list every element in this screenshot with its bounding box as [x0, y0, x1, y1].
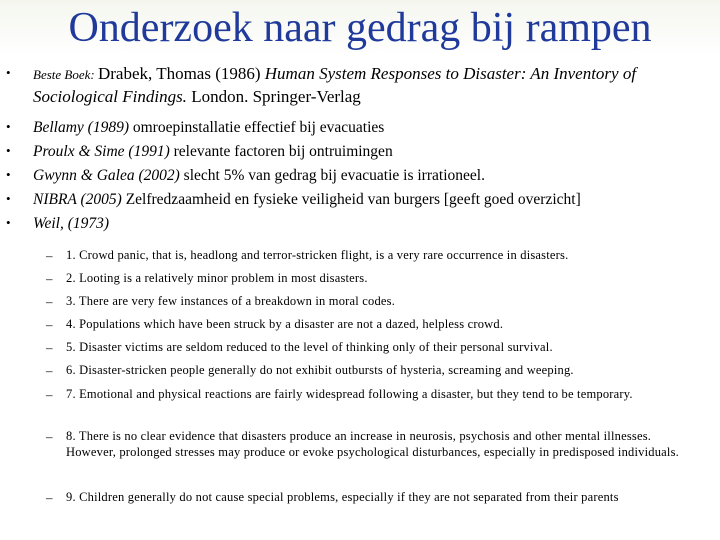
ref-cite: Gwynn & Galea (2002): [33, 167, 180, 184]
finding-text: 3. There are very few instances of a breakdown in moral codes.: [66, 294, 396, 308]
ref-text: slecht 5% van gedrag bij evacuatie is irrationeel.: [179, 167, 485, 184]
book-author: Drabek, Thomas (1986): [97, 64, 265, 83]
bullet-marker: •: [6, 191, 11, 206]
finding-text: 8. There is no clear evidence that disasters produce an increase in neurosis, psychosis and other mental illnesses. However, prolonged stresses may produce or evoke psychological disturbances, especially in predisposed individuals.: [66, 429, 679, 459]
ref-text: relevante factoren bij ontruimingen: [169, 143, 393, 160]
dash-marker: –: [46, 490, 53, 505]
finding-text: 1. Crowd panic, that is, headlong and terror-stricken flight, is a very rare occurrence in disasters.: [66, 248, 569, 262]
dash-marker: –: [46, 248, 53, 263]
ref-line: [33, 165, 713, 187]
ref-line: [33, 213, 713, 235]
finding-text: 7. Emotional and physical reactions are fairly widespread following a disaster, but they tend to be temporary.: [66, 387, 633, 401]
book-publisher: London. Springer-Verlag: [186, 87, 361, 106]
ref-cite: Proulx & Sime (1991): [33, 143, 170, 160]
ref-cite: Weil, (1973): [33, 215, 110, 232]
book-label: Beste Boek:: [33, 67, 98, 82]
dash-marker: –: [46, 340, 53, 355]
ref-line: [33, 189, 713, 211]
dash-marker: –: [46, 317, 53, 332]
dash-marker: –: [46, 363, 53, 378]
book-reference: [33, 63, 713, 108]
dash-marker: –: [46, 387, 53, 402]
ref-line: [33, 117, 713, 139]
ref-line: [33, 141, 713, 163]
dash-marker: –: [46, 429, 53, 444]
dash-marker: –: [46, 271, 53, 286]
dash-marker: –: [46, 294, 53, 309]
ref-cite: Bellamy (1989): [33, 119, 129, 136]
bullet-marker: •: [6, 143, 11, 158]
slide-title: Onderzoek naar gedrag bij rampen: [68, 5, 652, 51]
finding-text: 9. Children generally do not cause special problems, especially if they are not separated from their parents: [66, 490, 619, 504]
finding-text: 4. Populations which have been struck by a disaster are not a dazed, helpless crowd.: [66, 317, 504, 331]
bullet-marker: •: [6, 167, 11, 182]
ref-text: omroepinstallatie effectief bij evacuaties: [128, 119, 385, 136]
finding-text: 5. Disaster victims are seldom reduced to the level of thinking only of their personal survival.: [66, 340, 553, 354]
bullet-marker: •: [6, 65, 11, 80]
finding-text: 2. Looting is a relatively minor problem in most disasters.: [66, 271, 368, 285]
bullet-marker: •: [6, 215, 11, 230]
book-work: Human System Responses to Disaster: An Inventory of Sociological Findings.: [33, 64, 637, 106]
ref-text: Zelfredzaamheid en fysieke veiligheid van burgers [geeft goed overzicht]: [121, 191, 581, 208]
ref-cite: NIBRA (2005): [33, 191, 122, 208]
bullet-marker: •: [6, 119, 11, 134]
finding-text: 6. Disaster-stricken people generally do not exhibit outbursts of hysteria, screaming and weeping.: [66, 363, 574, 377]
